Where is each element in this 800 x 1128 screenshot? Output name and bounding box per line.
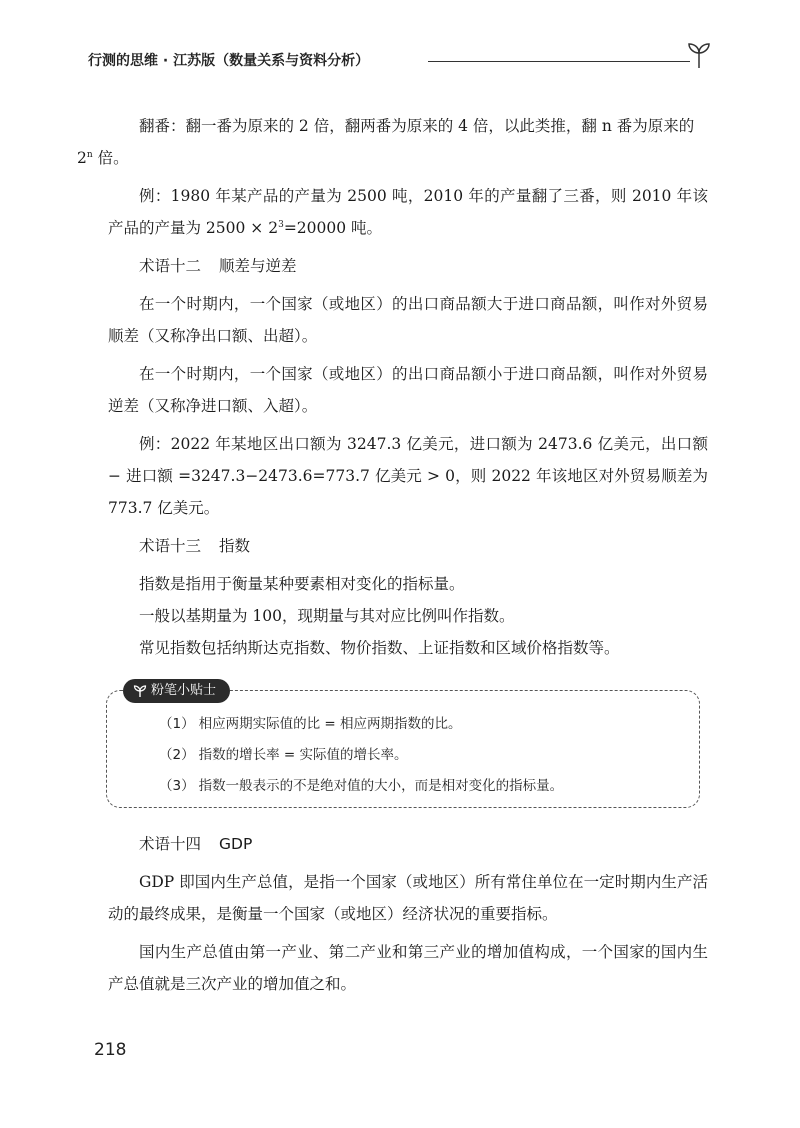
example-fanfan: 例：1980 年某产品的产量为 2500 吨，2010 年的产量翻了三番，则 2010 年该产品的产量为 $2500 \times 2^3=20000$ 吨。 [108, 187, 708, 237]
tip-item: （1） 相应两期实际值的比 = 相应两期指数的比。 [159, 716, 462, 732]
sprout-icon [133, 684, 147, 698]
term12-heading: 术语十二 顺差与逆差 [139, 257, 297, 275]
tip-item: （3） 指数一般表示的不是绝对值的大小，而是相对变化的指标量。 [159, 778, 564, 794]
term12-paragraph-2: 在一个时期内，一个国家（或地区）的出口商品额小于进口商品额，叫作对外贸易逆差（又称净进口额、入超）。 [108, 365, 708, 415]
term13-paragraph-2: 一般以基期量为 100，现期量与其对应比例叫作指数。 [139, 607, 515, 625]
tip-badge: 粉笔小贴士 [123, 679, 230, 703]
tip-list [159, 709, 563, 802]
sprout-icon [686, 40, 712, 70]
term14-paragraph-1: GDP 即国内生产总值，是指一个国家（或地区）所有常住单位在一定时期内生产活动的最终成果，是衡量一个国家（或地区）经济状况的重要指标。 [108, 873, 708, 923]
page-number: 218 [94, 1040, 127, 1060]
tip-item: （2） 指数的增长率 = 实际值的增长率。 [159, 747, 408, 763]
term12-example: 例：2022 年某地区出口额为 3247.3 亿美元，进口额为 2473.6 亿美元，出口额 − 进口额 =3247.3−2473.6=773.7 亿美元 > 0，则 2022 年该地区对外贸易顺差为 773.7 亿美元。 [108, 435, 708, 517]
term14-heading: 术语十四 GDP [139, 835, 253, 853]
running-header [88, 40, 720, 76]
term13-paragraph-3: 常见指数包括纳斯达克指数、物价指数、上证指数和区域价格指数等。 [139, 639, 620, 657]
content-top [77, 110, 708, 670]
paragraph-fanfan: 翻番：翻一番为原来的 2 倍，翻两番为原来的 4 倍，以此类推，翻 n 番为原来的 2$^n$ 倍。 [77, 117, 695, 167]
term14-paragraph-2: 国内生产总值由第一产业、第二产业和第三产业的增加值构成，一个国家的国内生产总值就是三次产业的增加值之和。 [108, 943, 708, 993]
tip-box [106, 683, 700, 808]
term13-paragraph-1: 指数是指用于衡量某种要素相对变化的指标量。 [139, 575, 465, 593]
content-bottom [108, 826, 708, 1006]
header-rule [428, 61, 690, 62]
term12-paragraph-1: 在一个时期内，一个国家（或地区）的出口商品额大于进口商品额，叫作对外贸易顺差（又称净出口额、出超）。 [108, 295, 708, 345]
fanfan-formula: 2$^n$ 倍。 [77, 149, 129, 167]
book-title: 行测的思维 · 江苏版（数量关系与资料分析） [88, 53, 370, 69]
term13-heading: 术语十三 指数 [139, 537, 251, 555]
